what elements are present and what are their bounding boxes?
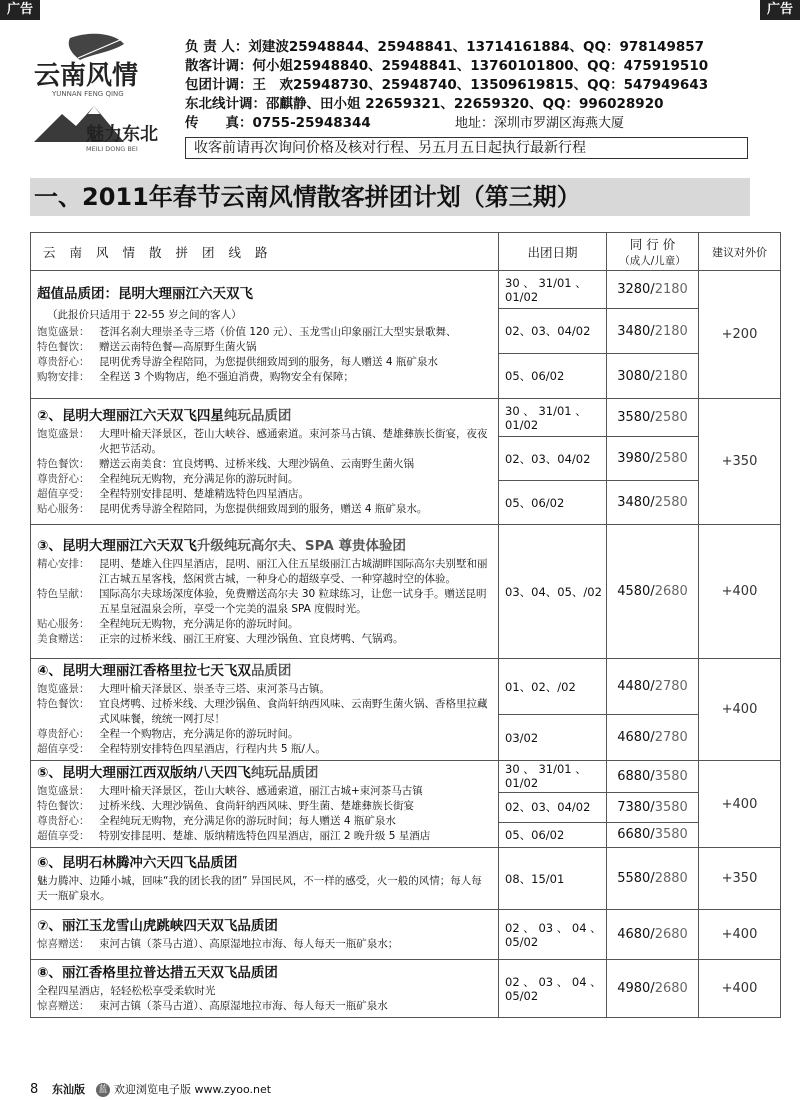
- header-price: [607, 233, 699, 271]
- route-feature: [37, 325, 492, 340]
- trade-price: 4680/2680: [607, 910, 699, 960]
- table-row: [31, 761, 781, 793]
- edition-label: 东汕版: [52, 1083, 85, 1096]
- trade-price: 4980/2680: [607, 960, 699, 1018]
- feature-label: 尊贵舒心：: [37, 355, 90, 368]
- page-number: 8: [30, 1082, 39, 1097]
- child-price: 2880: [654, 871, 688, 886]
- child-price: 2180: [654, 282, 688, 297]
- departure-date: 03、04、05、/02: [499, 525, 607, 659]
- child-price: 3580: [654, 768, 688, 784]
- ad-label-left: 广告: [0, 0, 40, 20]
- route-grade: 纯玩品质团: [250, 765, 319, 781]
- departure-date: 30 、 31/01 、01/02: [499, 761, 607, 793]
- suggested-price: +400: [699, 960, 781, 1018]
- feature-text: 宜良烤鸭、过桥米线、大理沙锅鱼、食尚轩纳西风味、云南野生菌火锅、香格里拉藏式风味餐，统统一网打尽！: [99, 698, 488, 725]
- departure-date: 02、03、04/02: [499, 309, 607, 354]
- meili-dongbei-logo: [32, 100, 167, 155]
- route-cell: [31, 910, 499, 960]
- suggested-price: +350: [699, 399, 781, 525]
- feature-text: 全程特别安排特色四星酒店，行程内共 5 瓶/人。: [99, 743, 326, 755]
- feature-text: 昆明优秀导游全程陪同，为您提供细致周到的服务，赠送 4 瓶矿泉水。: [99, 502, 428, 515]
- feature-text: 特别安排昆明、楚雄、版纳精选特色四星酒店，丽江 2 晚升级 5 星酒店: [99, 830, 431, 842]
- route-feature: [37, 682, 492, 697]
- route-feature: [37, 587, 492, 617]
- route-feature: [37, 487, 492, 502]
- address: 地址：深圳市罗湖区海燕大厦: [455, 116, 625, 131]
- route-name: 丽江香格里拉普达措五天双飞品质团: [61, 964, 278, 981]
- trade-price: 3480/2180: [607, 309, 699, 354]
- ad-label-right: 广告: [760, 0, 800, 20]
- departure-date: 05、06/02: [499, 822, 607, 847]
- feature-label: 尊贵舒心：: [37, 728, 90, 740]
- feature-text: 全程纯玩无购物，充分满足你的游玩时间。: [99, 617, 299, 630]
- feature-text: 全程特别安排昆明、楚雄精选特色四星酒店。: [99, 487, 309, 500]
- route-description: 魅力腾冲、边陲小城，回味“我的团长我的团” 异国民风，不一样的感受，火一般的风情；每人每天一瓶矿泉水。: [37, 874, 482, 902]
- trade-price: 6680/3580: [607, 822, 699, 847]
- feature-label: 惊喜赠送：: [37, 938, 90, 950]
- route-feature: [37, 727, 492, 742]
- departure-date: 05、06/02: [499, 354, 607, 399]
- adult-price: 3480: [617, 495, 651, 510]
- route-feature: [37, 697, 492, 727]
- yunnan-fengqing-logo: [32, 30, 167, 100]
- feature-text: 全程一个购物店，充分满足你的游玩时间。: [99, 728, 299, 740]
- route-title: [37, 854, 492, 874]
- route-feature: [37, 784, 492, 799]
- section-banner: 一、2011年春节云南风情散客拼团计划（第三期）: [30, 178, 750, 216]
- adult-price: 3980: [617, 451, 651, 466]
- feature-label: 特色餐饮：: [37, 800, 90, 812]
- departure-date: 02 、 03 、 04 、05/02: [499, 910, 607, 960]
- route-name: 昆明大理丽江六天双飞四星: [61, 407, 224, 424]
- table-row: [31, 271, 781, 309]
- feature-text: 赠送云南美食：宜良烤鸭、过桥米线、大理沙锅鱼、云南野生菌火锅: [99, 457, 414, 470]
- feature-text: 大理叶榆天泽景区、崇圣寺三塔、束河茶马古镇。: [99, 683, 330, 695]
- edition-badge: 蓝: [96, 1083, 110, 1097]
- trade-price: 7380/3580: [607, 792, 699, 822]
- route-feature: [37, 502, 492, 517]
- table-header-row: [31, 233, 781, 271]
- child-price: 2780: [654, 679, 688, 695]
- adult-price: 4580: [617, 584, 651, 599]
- route-number: ⑧、: [37, 964, 62, 981]
- departure-date: 02、03、04/02: [499, 792, 607, 822]
- route-feature: [37, 799, 492, 814]
- feature-label: 超值享受：: [37, 830, 90, 842]
- child-price: 3580: [654, 827, 688, 843]
- route-cell: [31, 399, 499, 525]
- feature-text: 昆明、楚雄入住四星酒店，昆明、丽江入住五星级丽江古城湖畔国际高尔夫别墅和丽江古城五星客栈，悠闲赏古城，一种身心的超级享受、一种穿越时空的体验。: [99, 557, 488, 585]
- feature-text: 束河古镇（茶马古道）、高原湿地拉市海、每人每天一瓶矿泉水；: [99, 938, 399, 950]
- header-route: 云南风情散拼团线路: [31, 233, 499, 271]
- adult-price: 3280: [617, 282, 651, 297]
- adult-price: 6680: [617, 827, 651, 843]
- trade-price: 5580/2880: [607, 848, 699, 910]
- contact-fax: 传 真：0755-25948344: [185, 115, 371, 131]
- table-row: [31, 910, 781, 960]
- feature-text: 昆明优秀导游全程陪同，为您提供细致周到的服务，每人赠送 4 瓶矿泉水: [99, 355, 438, 368]
- departure-date: 05、06/02: [499, 481, 607, 525]
- route-title: [37, 917, 492, 937]
- route-title: [37, 662, 492, 682]
- adult-price: 3080: [617, 368, 651, 384]
- route-number: ⑤、: [37, 765, 62, 781]
- child-price: 2680: [654, 584, 688, 599]
- route-name: 昆明大理丽江六天双飞: [118, 285, 253, 302]
- feature-text: 束河古镇（茶马古道）、高原湿地拉市海、每人每天一瓶矿泉水: [99, 999, 388, 1012]
- header-price-label: 同 行 价: [629, 237, 676, 252]
- trade-price: 3980/2580: [607, 437, 699, 481]
- table-row: [31, 525, 781, 659]
- suggested-price: +200: [699, 271, 781, 399]
- route-feature: [37, 742, 492, 757]
- route-number: 超值品质团：: [37, 285, 118, 302]
- route-number: ⑥、: [37, 854, 62, 871]
- page-footer: [0, 1080, 800, 1100]
- feature-label: 超值享受：: [37, 487, 90, 500]
- departure-date: 02、03、04/02: [499, 437, 607, 481]
- suggested-price: +350: [699, 848, 781, 910]
- trade-price: 3480/2580: [607, 481, 699, 525]
- contact-manager: 负 责 人：刘建波25948844、25948841、13714161884、QQ：978149857: [185, 39, 705, 55]
- feature-label: 尊贵舒心：: [37, 472, 90, 485]
- adult-price: 5580: [617, 871, 651, 886]
- route-feature: [37, 632, 492, 647]
- departure-date: 30 、 31/01 、01/02: [499, 271, 607, 309]
- route-cell: [31, 525, 499, 659]
- route-name: 丽江玉龙雪山虎跳峡四天双飞品质团: [61, 918, 278, 934]
- suggested-price: +400: [699, 761, 781, 848]
- logo-brand-text: 云南风情: [34, 61, 139, 91]
- feature-label: 购物安排：: [37, 370, 90, 383]
- route-feature: [37, 999, 492, 1014]
- route-grade: 纯玩品质团: [223, 407, 292, 424]
- suggested-price: +400: [699, 910, 781, 960]
- trade-price: 6880/3580: [607, 761, 699, 793]
- route-description: 全程四星酒店，轻轻松松享受柔软时光: [37, 984, 216, 997]
- route-feature: [37, 370, 492, 385]
- trade-price: 4580/2680: [607, 525, 699, 659]
- trade-price: 3580/2580: [607, 399, 699, 437]
- feature-text: 全程送 3 个购物店，绝不强迫消费，购物安全有保障；: [99, 370, 354, 383]
- trade-price: 4480/2780: [607, 659, 699, 715]
- trade-price: 3280/2180: [607, 271, 699, 309]
- route-cell: [31, 659, 499, 761]
- table-row: [31, 960, 781, 1018]
- table-row: [31, 848, 781, 910]
- header-suggest: 建议对外价: [699, 233, 781, 271]
- feature-text: 大理叶榆天泽景区，苍山大峡谷、感通索道，丽江古城+束河茶马古镇: [99, 785, 423, 797]
- route-feature: [37, 472, 492, 487]
- departure-date: 30 、 31/01 、01/02: [499, 399, 607, 437]
- table-row: [31, 659, 781, 715]
- route-feature: [37, 829, 492, 844]
- route-feature: [37, 340, 492, 355]
- logo-sub-text: 魅力东北: [86, 124, 158, 145]
- adult-price: 4680: [617, 730, 651, 746]
- suggested-price: +400: [699, 659, 781, 761]
- route-name: 昆明大理丽江西双版纳八天四飞: [61, 765, 251, 781]
- route-feature: [37, 937, 492, 952]
- adult-price: 4680: [617, 927, 651, 942]
- child-price: 2180: [654, 323, 688, 339]
- feature-text: 正宗的过桥米线、丽江王府宴、大理沙锅鱼、宜良烤鸭、气锅鸡。: [99, 632, 404, 645]
- child-price: 2580: [654, 495, 688, 510]
- route-feature: [37, 557, 492, 587]
- child-price: 2580: [654, 451, 688, 466]
- feature-text: 全程纯玩无购物，充分满足你的游玩时间；每人赠送 4 瓶矿泉水: [99, 815, 396, 827]
- route-name: 昆明大理丽江香格里拉七天飞双: [61, 663, 251, 679]
- feature-label: 贴心服务：: [37, 502, 90, 515]
- child-price: 2680: [654, 927, 688, 942]
- departure-date: 01、02、/02: [499, 659, 607, 715]
- table-row: [31, 399, 781, 437]
- route-number: ②、: [37, 407, 62, 424]
- departure-date: 03/02: [499, 715, 607, 761]
- feature-label: 饱览盛景：: [37, 785, 90, 797]
- feature-text: 全程纯玩无购物，充分满足你的游玩时间。: [99, 472, 299, 485]
- route-grade: 升级纯玩高尔夫、SPA 尊贵体验团: [196, 537, 406, 554]
- route-cell: [31, 271, 499, 399]
- adult-price: 4480: [617, 679, 651, 695]
- feature-label: 精心安排：: [37, 557, 90, 570]
- logo-brand-pinyin: YUNNAN FENG QING: [52, 90, 124, 98]
- child-price: 2780: [654, 730, 688, 746]
- feature-label: 特色餐饮：: [37, 457, 90, 470]
- contact-individual: 散客计调：何小姐25948840、25948841、13760101800、QQ：475919510: [185, 58, 709, 74]
- website-link[interactable]: 欢迎浏览电子版 www.zyoo.net: [114, 1083, 272, 1096]
- route-number: ⑦、: [37, 918, 62, 934]
- feature-label: 贴心服务：: [37, 617, 90, 630]
- feature-text: 国际高尔夫球场深度体验，免费赠送高尔夫 30 粒球练习，让您一试身手。赠送昆明五星皇冠温泉会所，享受一个完美的温泉 SPA 度假时光。: [99, 587, 487, 615]
- departure-date: 08、15/01: [499, 848, 607, 910]
- route-title: [37, 764, 492, 784]
- feature-label: 特色餐饮：: [37, 340, 90, 353]
- tour-plan-table: [30, 232, 781, 1018]
- adult-price: 4980: [617, 981, 651, 996]
- header-date: 出团日期: [499, 233, 607, 271]
- feature-label: 饱览盛景：: [37, 325, 90, 338]
- route-title: [37, 537, 492, 557]
- feature-label: 特色餐饮：: [37, 698, 90, 710]
- contact-group: 包团计调：王 欢25948730、25948740、13509619815、QQ：547949643: [185, 77, 709, 93]
- route-name: 昆明大理丽江六天双飞: [61, 537, 197, 554]
- route-cell: [31, 761, 499, 848]
- trade-price: 4680/2780: [607, 715, 699, 761]
- route-number: ④、: [37, 663, 62, 679]
- feature-text: 赠送云南特色餐—高原野生菌火锅: [99, 340, 257, 353]
- child-price: 2180: [654, 368, 688, 384]
- route-feature: [37, 814, 492, 829]
- route-feature: [37, 457, 492, 472]
- feature-text: 大理叶榆天泽景区，苍山大峡谷、感通索道。束河茶马古镇、楚雄彝族长街宴，夜夜火把节活动。: [99, 427, 488, 455]
- feature-label: 美食赠送：: [37, 632, 90, 645]
- feature-text: 过桥米线、大理沙锅鱼、食尚轩纳西风味、野生菌、楚雄彝族长街宴: [99, 800, 414, 812]
- route-feature: [37, 427, 492, 457]
- route-feature: [37, 355, 492, 370]
- route-name: 昆明石林腾冲六天四飞品质团: [61, 854, 238, 871]
- adult-price: 3480: [617, 323, 651, 339]
- feature-label: 超值享受：: [37, 743, 90, 755]
- adult-price: 7380: [617, 799, 651, 815]
- route-title: [37, 964, 492, 984]
- departure-date: 02 、 03 、 04 、05/02: [499, 960, 607, 1018]
- adult-price: 6880: [617, 768, 651, 784]
- table-body: [31, 271, 781, 1018]
- feature-label: 特色呈献：: [37, 587, 90, 600]
- route-note: （此报价只适用于 22-55 岁之间的客人）: [47, 308, 242, 321]
- feature-text: 苍洱名刹大理崇圣寺三塔（价值 120 元）、玉龙雪山印象丽江大型实景歌舞、: [99, 325, 457, 338]
- child-price: 2680: [654, 981, 688, 996]
- header-price-sub: （成人/儿童）: [619, 255, 686, 267]
- route-title: [37, 285, 492, 305]
- route-cell: [31, 848, 499, 910]
- route-cell: [31, 960, 499, 1018]
- feature-label: 惊喜赠送：: [37, 999, 90, 1012]
- feature-label: 尊贵舒心：: [37, 815, 90, 827]
- route-title: [37, 407, 492, 427]
- route-feature: [37, 617, 492, 632]
- adult-price: 3580: [617, 410, 651, 425]
- feature-label: 饱览盛景：: [37, 683, 90, 695]
- trade-price: 3080/2180: [607, 354, 699, 399]
- child-price: 3580: [654, 799, 688, 815]
- feature-label: 饱览盛景：: [37, 427, 90, 440]
- route-grade: 品质团: [250, 663, 292, 679]
- child-price: 2580: [654, 410, 688, 425]
- route-number: ③、: [37, 537, 62, 554]
- suggested-price: +400: [699, 525, 781, 659]
- contact-block: [185, 38, 745, 133]
- logo-sub-pinyin: MEILI DONG BEI: [86, 145, 138, 153]
- notice-box: 收客前请再次询问价格及核对行程、另五月五日起执行最新行程: [185, 137, 748, 159]
- contact-northeast: 东北线计调：邵麒静、田小姐 22659321、22659320、QQ：996028920: [185, 96, 664, 112]
